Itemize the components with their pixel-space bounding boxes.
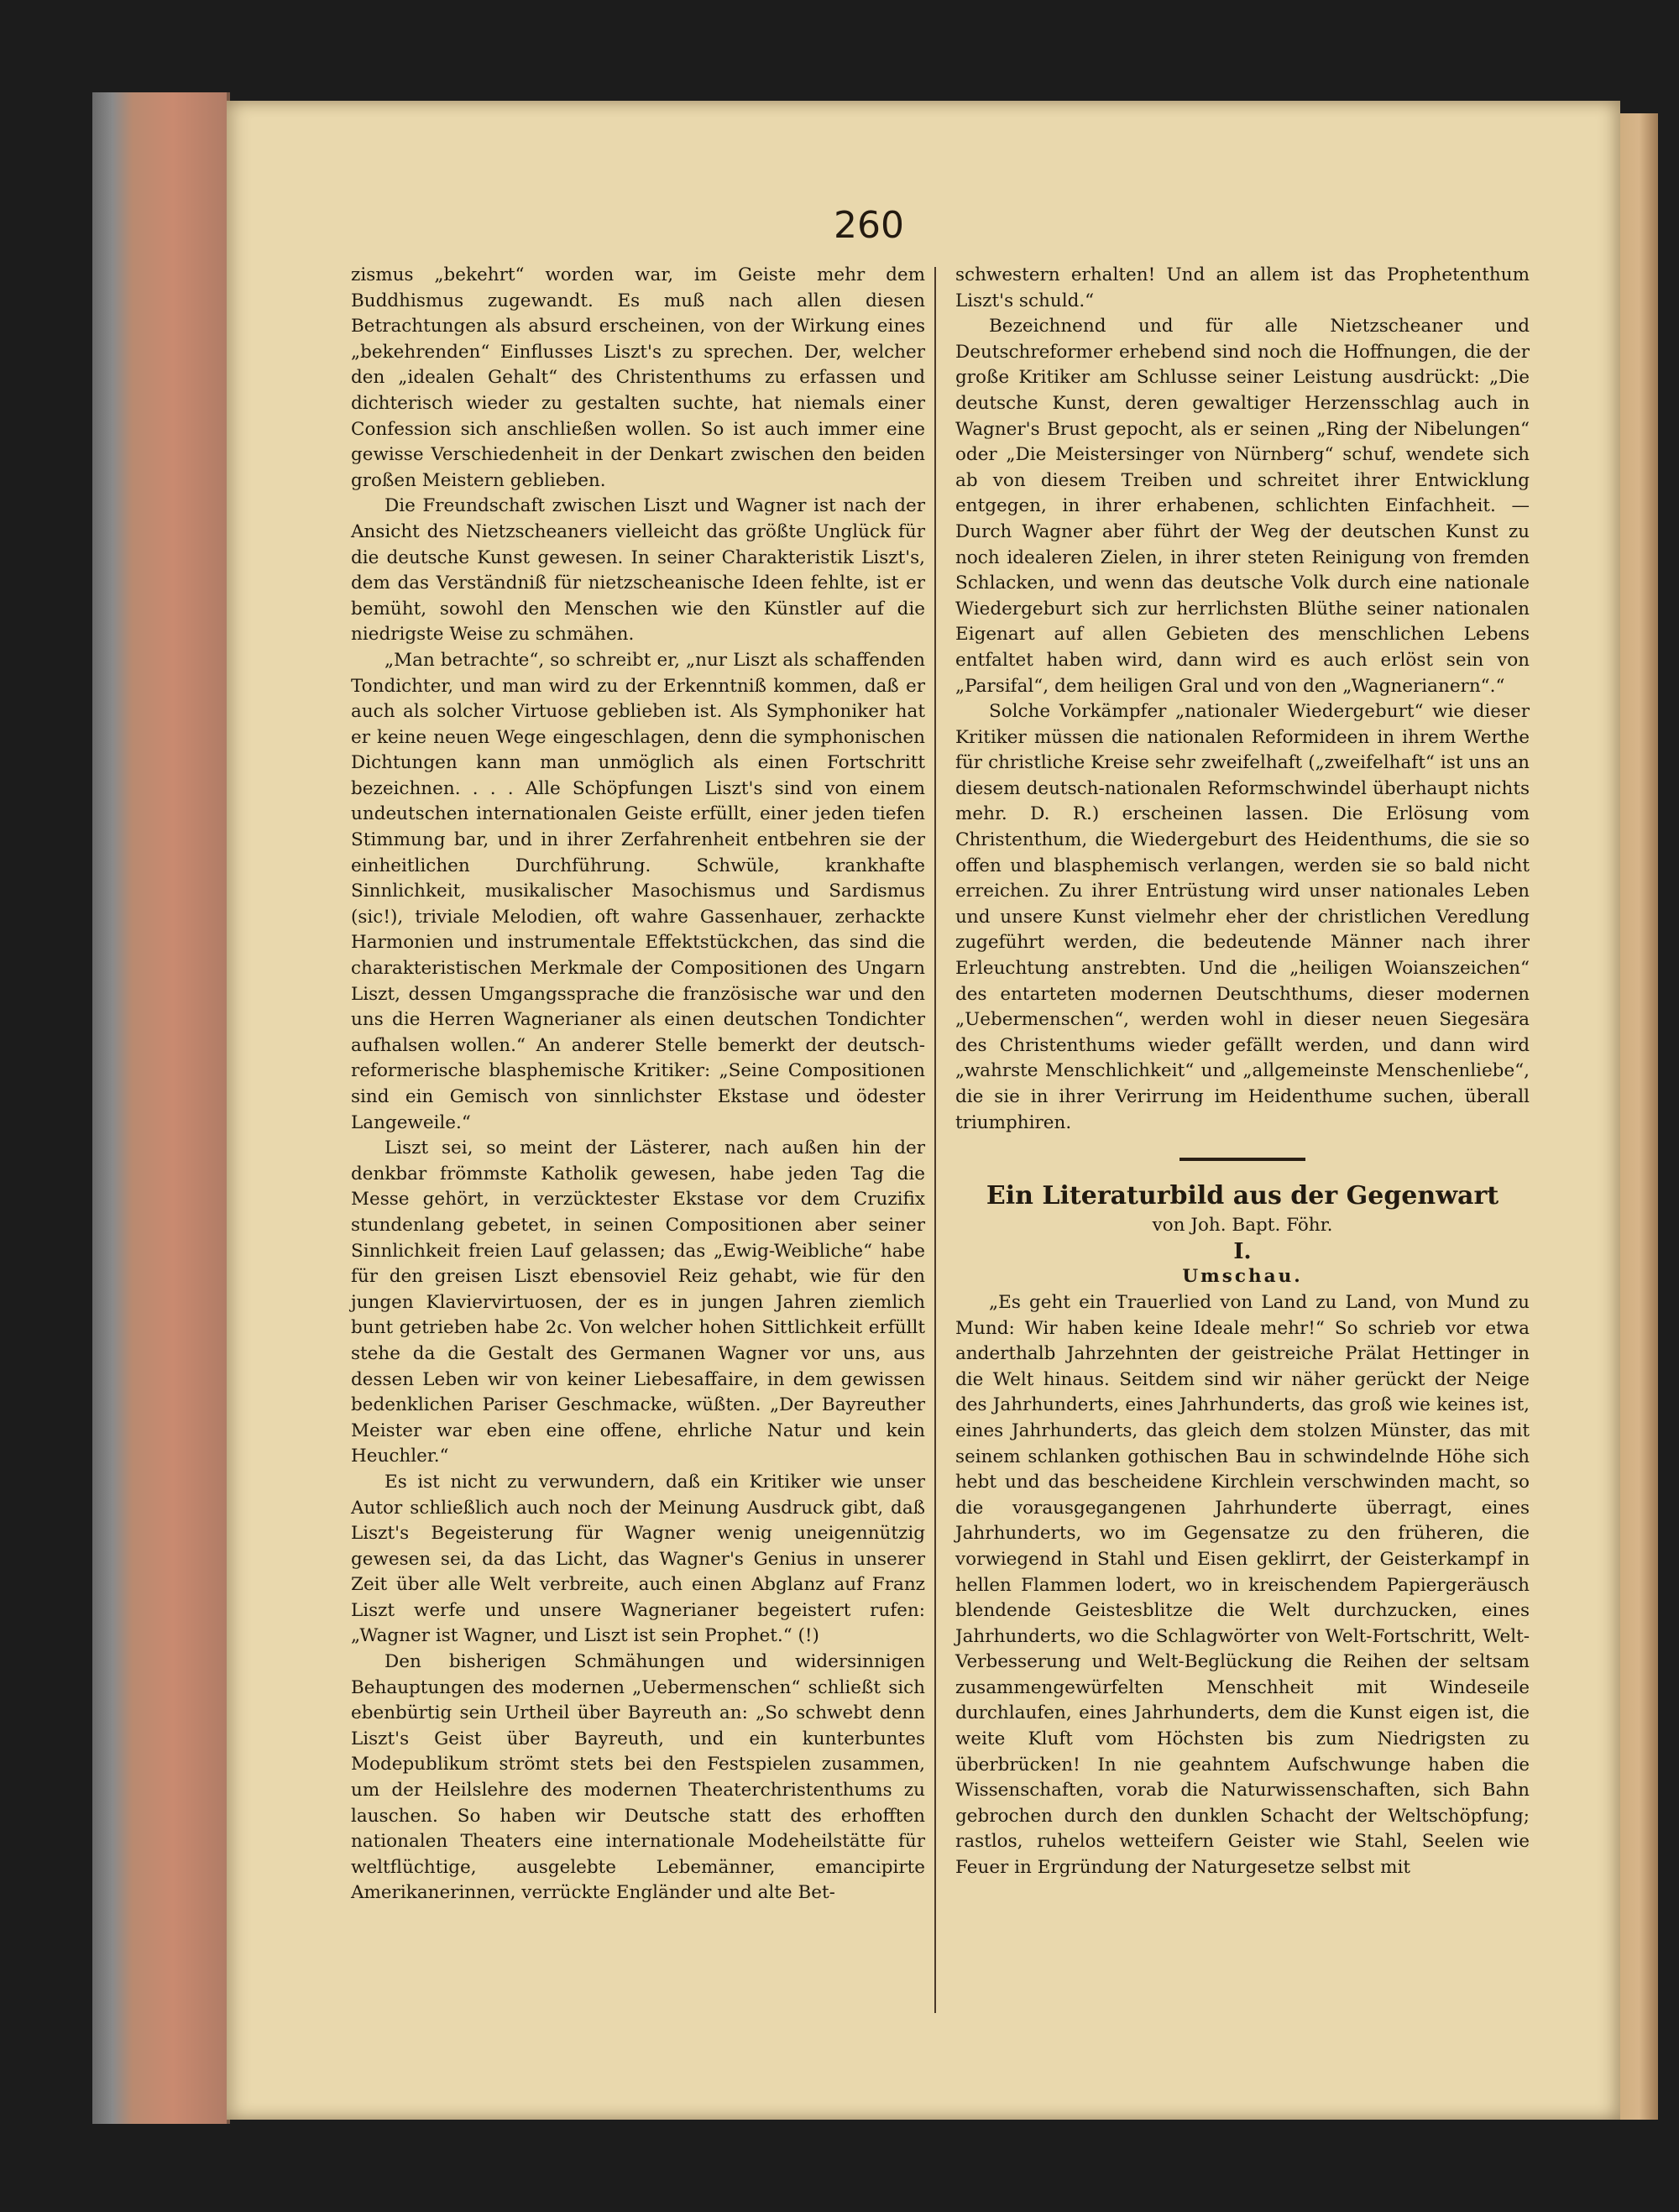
section-separator bbox=[1179, 1158, 1305, 1161]
article-section-label: Umschau. bbox=[1182, 1266, 1303, 1288]
page-number: 260 bbox=[834, 204, 904, 247]
left-column bbox=[351, 263, 925, 1906]
right-column bbox=[955, 263, 1530, 1881]
left-paragraph-2: Die Freundschaft zwischen Liszt und Wagner ist nach der Ansicht des Nietzscheaners vielleicht das größte Unglück für die deutsche Kunst gewesen. In seiner Charakteristik Liszt's, dem das Verständniß für nietzscheanische Ideen fehlte, ist er bemüht, sowohl den Menschen wie den Künstler auf die niedrigste Weise zu schmähen. bbox=[351, 495, 925, 646]
left-paragraph-5: Es ist nicht zu verwundern, daß ein Kritiker wie unser Autor schließlich auch noch der Meinung Ausdruck gibt, daß Liszt's Begeisterung für Wagner wenig uneigennützig gewesen sei, da das Licht, das Wagner's Genius in unserer Zeit über alle Welt verbreite, auch einen Abglanz auf Franz Liszt werfe und unsere Wagnerianer begeistert rufen: „Wagner ist Wagner, und Liszt ist sein Prophet.“ (!) bbox=[351, 1471, 925, 1647]
article-paragraph-1: „Es geht ein Trauerlied von Land zu Land, von Mund zu Mund: Wir haben keine Ideale mehr!“ So schrieb vor etwa anderthalb Jahrzehnten der geistreiche Prälat Hettinger in die Welt hinaus. Seitdem sind wir näher gerückt der Neige des Jahrhunderts, eines Jahrhunderts, das groß wie keines ist, eines Jahrhunderts, das gleich dem stolzen Münster, das mit seinem schlanken gothischen Bau in schwindelnde Höhe sich hebt und das bescheidene Kirchlein verschwinden macht, so die vorausgegangenen Jahrhunderte überragt, eines Jahrhunderts, wo im Gegensatze zu den früheren, die vorwiegend in Stahl und Eisen geklirrt, der Geisterkampf in hellen Flammen lodert, wo in kreischendem Papiergeräusch blendende Geistesblitze die Welt durchzucken, eines Jahrhunderts, wo die Schlagwörter von Welt-Fortschritt, Welt-Verbesserung und Welt-Beglückung die Reihen der seltsam zusammengewürfelten Menschheit mit Windeseile durchlaufen, eines Jahrhunderts, dem die Kunst eigen ist, die weite Kluft vom Höchsten bis zum Niedrigsten zu überbrücken! In nie geahntem Aufschwunge haben die Wissenschaften, vorab die Naturwissenschaften, sich Bahn gebrochen durch den dunklen Schacht der Weltschöpfung; rastlos, ruhelos wetteifern Geister wie Stahl, Seelen wie Feuer in Ergründung der Naturgesetze selbst mit bbox=[955, 1291, 1530, 1879]
right-paragraph-1: schwestern erhalten! Und an allem ist das Prophetenthum Liszt's schuld.“ bbox=[955, 264, 1530, 311]
left-paragraph-3: „Man betrachte“, so schreibt er, „nur Liszt als schaffenden Tondichter, und man wird zu der Erkenntniß kommen, daß er auch als solcher Virtuose geblieben ist. Als Symphoniker hat er keine neuen Wege eingeschlagen, denn die symphonischen Dichtungen kann man unmöglich als einen Fortschritt bezeichnen. . . . Alle Schöpfungen Liszt's sind von einem undeutschen internationalen Geiste erfüllt, einer jeden tiefen Stimmung bar, und in ihrer Zerfahrenheit entbehren sie der einheitlichen Durchführung. Schwüle, krankhafte Sinnlichkeit, musikalischer Masochismus und Sardismus (sic!), triviale Melodien, oft wahre Gassenhauer, zerhackte Harmonien und instrumentale Effektstückchen, das sind die charakteristischen Merkmale der Compositionen des Ungarn Liszt, dessen Umgangssprache die französische war und den uns die Herren Wagnerianer als einen deutschen Tondichter aufhalsen wollen.“ An anderer Stelle bemerkt der deutsch-reformerische blasphemische Kritiker: „Seine Compositionen sind ein Gemisch von sinnlichster Ekstase und ödester Langeweile.“ bbox=[351, 649, 925, 1133]
book-cover-edge bbox=[92, 92, 230, 2124]
left-paragraph-1: zismus „bekehrt“ worden war, im Geiste mehr dem Buddhismus zugewandt. Es muß nach allen diesen Betrachtungen als absurd erscheinen, von der Wirkung eines „bekehrenden“ Einflusses Liszt's zu sprechen. Der, welcher den „idealen Gehalt“ des Christenthums zu erfassen und dichterisch wieder zu gestalten suchte, hat niemals einer Confession sich anschließen wollen. So ist auch immer eine gewisse Verschiedenheit in der Denkart zwischen den beiden großen Meistern geblieben. bbox=[351, 264, 925, 491]
article-part-numeral: I. bbox=[1233, 1238, 1252, 1264]
right-paragraph-2: Bezeichnend und für alle Nietzscheaner und Deutschreformer erhebend sind noch die Hoffnungen, die der große Kritiker am Schlusse seiner Leistung ausdrückt: „Die deutsche Kunst, deren gewaltiger Herzensschlag auch in Wagner's Brust gepocht, als er seinen „Ring der Nibelungen“ oder „Die Meistersinger von Nürnberg“ schuf, wendete sich ab von diesem Treiben und schreitet ihrer Entwicklung entgegen, in ihrer erhabenen, schlichten Einfachheit. — Durch Wagner aber führt der Weg der deutschen Kunst zu noch idealeren Zielen, in ihrer steten Reinigung von fremden Schlacken, und wenn das deutsche Volk durch eine nationale Wiedergeburt sich zur herrlichsten Blüthe seiner nationalen Eigenart auf allen Gebieten des menschlichen Lebens entfaltet haben wird, dann wird es auch erlöst sein von „Parsifal“, dem heiligen Gral und von den „Wagnerianern“.“ bbox=[955, 316, 1530, 697]
left-paragraph-6: Den bisherigen Schmähungen und widersinnigen Behauptungen des modernen „Uebermenschen“ schließt sich ebenbürtig sein Urtheil über Bayreuth an: „So schwebt denn Liszt's Geist über Bayreuth, und ein kunterbuntes Modepublikum strömt stets bei den Festspielen zusammen, um der Heilslehre des modernen Theaterchristenthums zu lauschen. So haben wir Deutsche statt des erhofften nationalen Theaters eine internationale Modeheilstätte für weltflüchtige, ausgelebte Lebemänner, emancipirte Amerikanerinnen, verrückte Engländer und alte Bet- bbox=[351, 1651, 925, 1904]
left-paragraph-4: Liszt sei, so meint der Lästerer, nach außen hin der denkbar frömmste Katholik gewesen, habe jeden Tag die Messe gehört, in verzücktester Ekstase vor dem Cruzifix stundenlang gebetet, in seinen Compositionen aber seiner Sinnlichkeit freien Lauf gelassen; das „Ewig-Weibliche“ habe für den greisen Liszt ebensoviel Reiz gehabt, wie für den jungen Klaviervirtuosen, der es in jungen Jahren ziemlich bunt getrieben habe 2c. Von welcher hohen Sittlichkeit erfüllt stehe da die Gestalt des Germanen Wagner vor uns, aus dessen Leben wir von keiner Liebesaffaire, in dem gewissen bedenklichen Pariser Geschmacke, wüßten. „Der Bayreuther Meister war eben eine offene, ehrliche Natur und kein Heuchler.“ bbox=[351, 1137, 925, 1467]
next-page-edge bbox=[1620, 113, 1658, 2120]
column-divider bbox=[934, 267, 936, 2013]
article-byline: von Joh. Bapt. Föhr. bbox=[1152, 1215, 1333, 1237]
article-title: Ein Literaturbild aus der Gegenwart bbox=[986, 1181, 1499, 1211]
right-paragraph-3: Solche Vorkämpfer „nationaler Wiedergeburt“ wie dieser Kritiker müssen die nationalen Reformideen in ihrem Werthe für christliche Kreise sehr zweifelhaft („zweifelhaft“ ist uns an diesem deutsch-nationalen Reformschwindel überhaupt nichts mehr. D. R.) erscheinen lassen. Die Erlösung vom Christenthum, die Wiedergeburt des Heidenthums, die sie so offen und blasphemisch verlangen, werden sie so bald nicht erreichen. Zu ihrer Entrüstung wird unser nationales Leben und unsere Kunst vielmehr eher der christlichen Veredlung zugeführt werden, die bedeutende Männer nach ihrer Erleuchtung anstrebten. Und die „heiligen Woianszeichen“ des entarteten modernen Deutschthums, dieser modernen „Uebermenschen“, werden wohl in dieser neuen Siegesära des Christenthums wieder gefällt werden, und dann wird „wahrste Menschlichkeit“ und „allgemeinste Menschenliebe“, die sie in ihrer Verirrung im Heidenthume suchen, überall triumphiren. bbox=[955, 701, 1530, 1133]
